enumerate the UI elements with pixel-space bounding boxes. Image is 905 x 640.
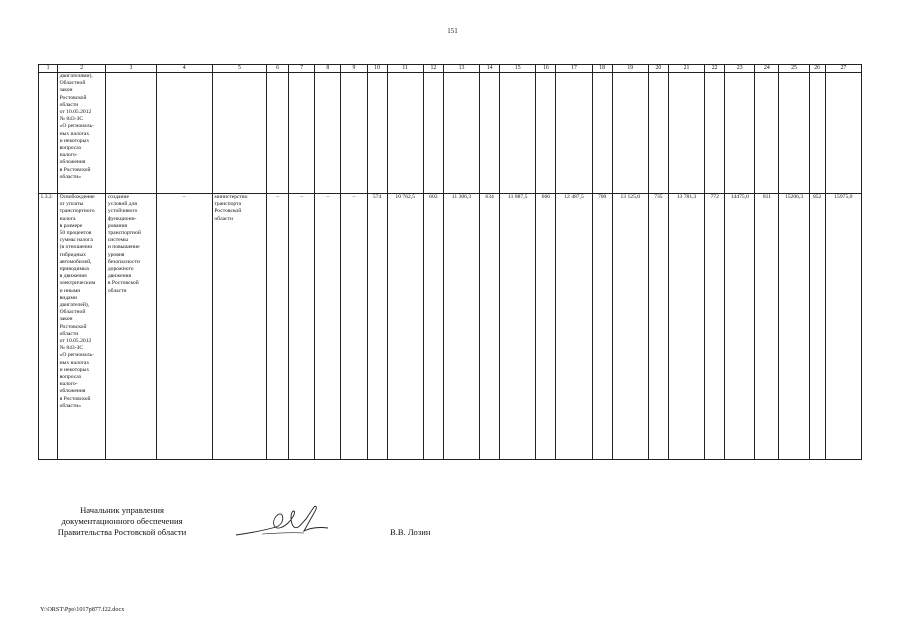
table-cell: министерство транспорта Ростовской области [212,194,266,460]
table-cell [480,73,500,194]
column-header: 19 [612,65,648,73]
column-header: 14 [480,65,500,73]
table-cell: 11 887,5 [500,194,536,460]
table-cell: 852 [809,194,825,460]
column-header: 23 [725,65,755,73]
column-header: 7 [289,65,315,73]
column-header: 22 [705,65,725,73]
column-header: 8 [315,65,341,73]
table-cell: 14475,0 [725,194,755,460]
column-header: 20 [648,65,668,73]
table-cell [779,73,809,194]
column-header: 27 [825,65,861,73]
table-cell [443,73,479,194]
column-header: 12 [423,65,443,73]
table-cell: 666 [536,194,556,460]
table-cell: 1.3.2. [39,194,58,460]
column-header: 11 [387,65,423,73]
table-cell: создание условий для устойчивого функциони- рования транспортной системы и повышение уровня безопасности дорожного движения в Ростовской области [106,194,156,460]
table-cell [825,73,861,194]
table-cell: 811 [755,194,779,460]
table-cell [267,73,289,194]
column-header: 10 [367,65,387,73]
table-cell: 603 [423,194,443,460]
table-cell: 15975,0 [825,194,861,460]
table-cell: 574 [367,194,387,460]
table-row [39,73,862,194]
table-cell: – [156,194,212,460]
document-file-path: Y:\ORST\Ppo\1017p877.f22.docx [40,606,125,613]
table-header-row [39,65,862,73]
column-header: 18 [592,65,612,73]
table-cell [556,73,592,194]
table-cell [315,73,341,194]
table-cell: – [267,194,289,460]
signature-title-line: документационного обеспечения [61,516,183,526]
handwritten-signature [232,497,342,547]
table-cell: 735 [648,194,668,460]
table-cell [725,73,755,194]
table-cell [668,73,704,194]
table-cell: Освобождение от уплаты транспортного налога в размере 50 процентов суммы налога (в отношении гибридных автомобилей, приводимых в движение электрическим и иными видами двигателей), Областной закон Ростовской области от 10.05.2012 № 843-ЗС «О региональ- ных налогах и некоторых вопросах налого- обложения в Ростовской области» [58,194,106,460]
table-cell [367,73,387,194]
column-header: 13 [443,65,479,73]
table-cell [648,73,668,194]
table-cell [705,73,725,194]
table-cell [341,73,367,194]
table-cell [809,73,825,194]
table-cell [289,73,315,194]
table-cell [423,73,443,194]
signature-title-line: Начальник управления [80,505,164,515]
column-header: 16 [536,65,556,73]
column-header: 17 [556,65,592,73]
table-cell: – [289,194,315,460]
table-cell [500,73,536,194]
column-header: 15 [500,65,536,73]
table-row [39,194,862,460]
page-number: 151 [447,27,458,35]
table-cell [536,73,556,194]
column-header: 24 [755,65,779,73]
column-header: 9 [341,65,367,73]
signatory-name: В.В. Лозин [390,527,431,537]
column-header: 21 [668,65,704,73]
table-cell [592,73,612,194]
column-header: 4 [156,65,212,73]
table-cell [156,73,212,194]
table-cell [106,73,156,194]
table-cell: 11 306,3 [443,194,479,460]
table-cell [212,73,266,194]
table-cell [612,73,648,194]
table-cell [387,73,423,194]
table-cell: 12 487,5 [556,194,592,460]
table-cell: 13 781,3 [668,194,704,460]
column-header: 26 [809,65,825,73]
table-cell: 634 [480,194,500,460]
table-cell: 13 125,0 [612,194,648,460]
table-cell: 10 762,5 [387,194,423,460]
signature-title-block [42,505,202,538]
table-cell: 772 [705,194,725,460]
column-header: 25 [779,65,809,73]
data-table [38,64,862,460]
table-cell [39,73,58,194]
column-header: 3 [106,65,156,73]
table-cell: 15206,3 [779,194,809,460]
column-header: 2 [58,65,106,73]
column-header: 5 [212,65,266,73]
table-cell: – [315,194,341,460]
table-cell [755,73,779,194]
data-table-container [38,64,862,460]
table-cell: – [341,194,367,460]
signature-title-line: Правительства Ростовской области [57,527,187,537]
column-header: 6 [267,65,289,73]
table-cell: 700 [592,194,612,460]
column-header: 1 [39,65,58,73]
table-cell: двигателями), Областной закон Ростовской области от 10.05.2012 № 843-ЗС «О региональ- ных налогах и некоторых вопросах налого- обложения в Ростовской области» [58,73,106,194]
